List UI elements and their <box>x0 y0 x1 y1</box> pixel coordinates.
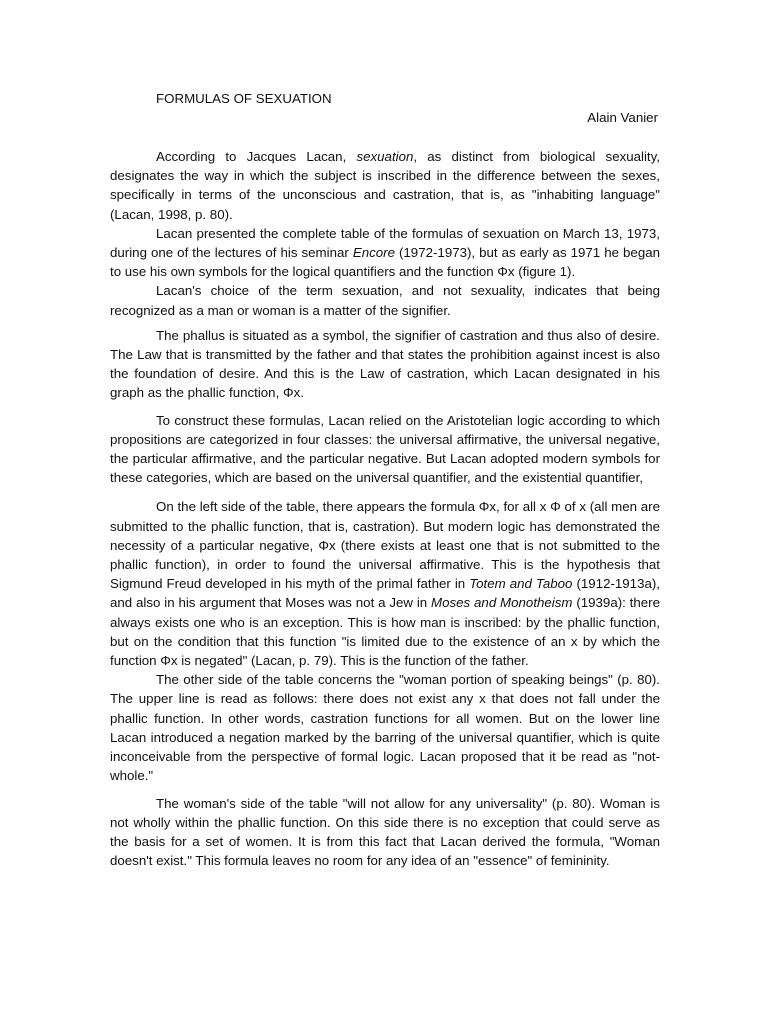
text-run: The phallus is situated as a symbol, the signifier of castration and thus also of desire. The Law that is transmitted by the father and that states the prohibition against incest is also the foundation of desire. And this is the Law of castration, which Lacan designated in his graph as the phallic function, Φx. <box>110 327 660 401</box>
paragraph-2 <box>110 224 660 282</box>
text-run: The other side of the table concerns the "woman portion of speaking beings" (p. 80). The upper line is read as follows: there does not exist any x that does not fall under the phallic function. In other words, castration functions for all women. But on the lower line Lacan introduced a negation marked by the barring of the universal quantifier, which is quite inconceivable from the perspective of formal logic. Lacan proposed that it be read as "not-whole." <box>110 672 660 784</box>
italic-text-run: Encore <box>352 245 395 261</box>
text-run: (1939a): there always exists one who is an exception. This is how man is inscribed: by the phallic function, but on the condition that this function "is limited due to the existence of an x by which the function Φx is negated" (Lacan, p. 79). This is the function of the father. <box>110 595 660 669</box>
text-run: (1912-1913a), and also in his argument that Moses was not a Jew in <box>110 576 660 611</box>
italic-text-run: Totem and Taboo <box>469 576 573 592</box>
paragraph-7 <box>110 670 660 785</box>
document-author: Alain Vanier <box>587 110 658 125</box>
document-body <box>110 147 660 870</box>
italic-text-run: Moses and Monotheism <box>431 595 573 611</box>
paragraph-4 <box>110 326 660 403</box>
text-run: To construct these formulas, Lacan relied on the Aristotelian logic according to which propositions are categorized in four classes: the universal affirmative, the universal negative, the particular affirmative, and the particular negative. But Lacan adopted modern symbols for these categories, which are based on the universal quantifier, and the existential quantifier, <box>110 412 660 486</box>
text-run: On the left side of the table, there appears the formula Φx, for all x Φ of x (all men are submitted to the phallic function, that is, castration). But modern logic has demonstrated the necessity of a particular negative, Φx (there exists at least one that is not submitted to the phallic function), in order to found the universal affirmative. This is the hypothesis that Sigmund Freud developed in his myth of the primal father in <box>110 499 660 592</box>
paragraph-8 <box>110 794 660 871</box>
text-run: Lacan presented the complete table of the formulas of sexuation on March 13, 1973, during one of the lectures of his seminar <box>110 225 660 261</box>
italic-text-run: sexuation <box>356 149 414 164</box>
text-run: The woman's side of the table "will not allow for any universality" (p. 80). Woman is not wholly within the phallic function. On this side there is no exception that could serve as the basis for a set of women. It is from this fact that Lacan derived the formula, "Woman doesn't exist." This formula leaves no room for any idea of an "essence" of femininity. <box>110 795 660 869</box>
paragraph-5 <box>110 411 660 488</box>
text-run: According to Jacques Lacan, <box>156 149 357 164</box>
paragraph-1 <box>110 147 660 224</box>
text-run: (1972-1973), but as early as 1971 he began to use his own symbols for the logical quantifiers and the function Φx (figure 1). <box>110 245 661 280</box>
paragraph-6 <box>110 497 660 670</box>
paragraph-3 <box>110 281 660 319</box>
document-title: FORMULAS OF SEXUATION <box>156 91 332 106</box>
text-run: , as distinct from biological sexuality, designates the way in which the subject is inscribed in the difference between the sexes, specifically in terms of the unconscious and castration, that is, as "inhabiting language" (Lacan, 1998, p. 80). <box>110 149 660 222</box>
text-run: Lacan's choice of the term sexuation, and not sexuality, indicates that being recognized as a man or woman is a matter of the signifier. <box>110 283 660 318</box>
